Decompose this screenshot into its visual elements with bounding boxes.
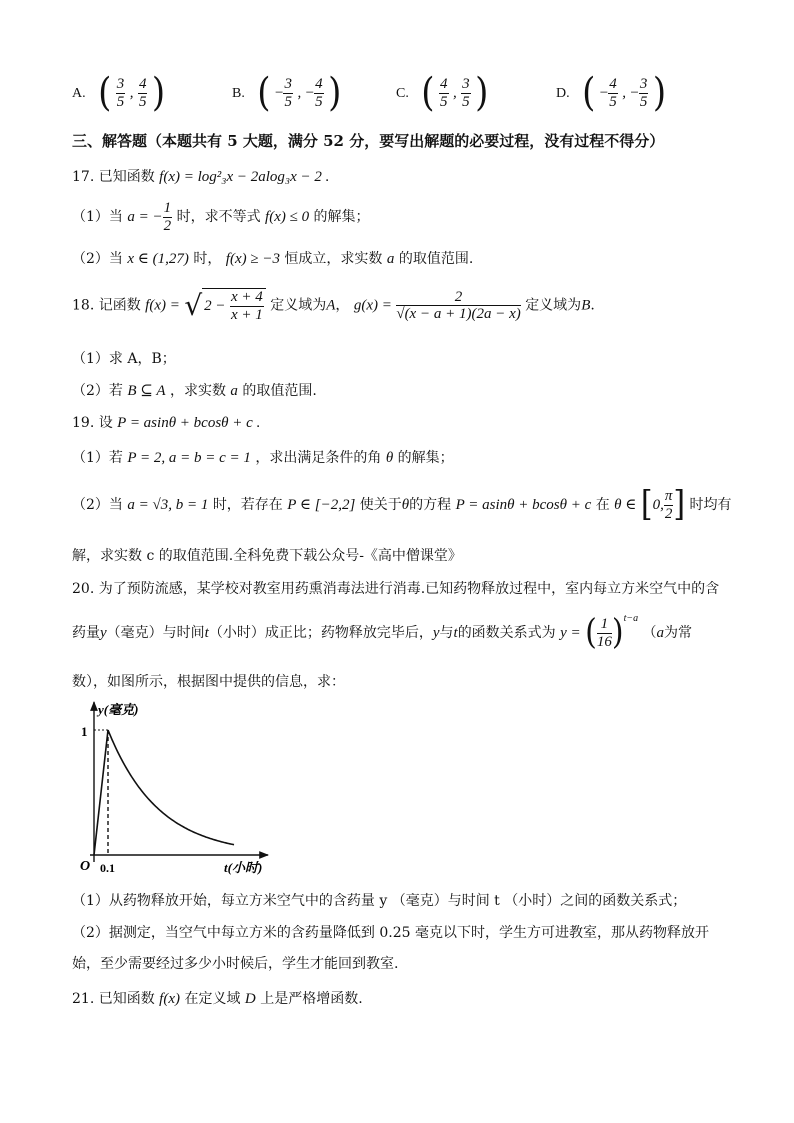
y-axis-label: y(毫克): [98, 702, 139, 717]
y-tick-label: 1: [81, 724, 88, 739]
choice-a: A. ( $\frac{3}{5}$ , $\frac{4}{5}$ ): [72, 70, 166, 116]
q20-line1: 20. 为了预防流感，某学校对教室用药熏消毒法进行消毒.已知药物释放过程中，室内每立方米空气中的含: [72, 581, 720, 597]
q19-part1: （1）若 P = 2, a = b = c = 1 ，求出满足条件的角 θ 的解集；: [72, 450, 454, 466]
origin-label: O: [80, 859, 91, 874]
q20-part2-line1: （2）据测定，当空气中每立方米的含药量降低到 0.25 毫克以下时，学生方可进教室，那从药物释放开: [72, 925, 709, 941]
q18-part1: （1）求 A，B；: [72, 351, 176, 367]
q21-stem: 21. 已知函数 f(x) 在定义域 D 上是严格增函数.: [72, 991, 363, 1007]
q18-part2: （2）若 B ⊆ A ，求实数 a 的取值范围.: [72, 383, 317, 399]
q20-graph: [70, 694, 290, 884]
q19-part2: （2）当 a = √3, b = 1 时，若存在 P ∈ [−2,2] 使关于θ的方程 P = asinθ + bcosθ + c 在 θ ∈ [0, $\frac{\pi}{2}$ ] 时均有: [72, 484, 732, 525]
x-tick-label: 0.1: [100, 861, 115, 875]
choice-b: B. ( − $\frac{3}{5}$ , − $\frac{4}{5}$ ): [232, 70, 342, 116]
q19-stem: 19. 设 P = asinθ + bcosθ + c .: [72, 415, 261, 431]
q17-stem: 17. 已知函数 f(x) = log²₃x − 2alog₃x − 2 .: [72, 169, 330, 185]
x-axis-label: t(小时): [224, 860, 263, 875]
choice-c: C. ( $\frac{4}{5}$ , $\frac{3}{5}$ ): [396, 70, 489, 116]
section-heading: 三、解答题（本题共有 5 大题，满分 52 分，要写出解题的必要过程，没有过程不得分）: [72, 132, 665, 150]
q20-line3: 数），如图所示，根据图中提供的信息，求：: [72, 674, 345, 690]
q17-part1: （1）当 a = − $\frac{1}{2}$ 时，求不等式 f(x) ≤ 0 的解集；: [72, 200, 370, 234]
q20-part2-line2: 始，至少需要经过多少小时候后，学生才能回到教室.: [72, 956, 399, 972]
series-rise: [94, 730, 108, 855]
q17-part2: （2）当 x ∈ (1,27) 时， f(x) ≥ −3 恒成立，求实数 a 的取值范围.: [72, 251, 474, 267]
q19-part2-line2: 解，求实数 c 的取值范围.全科免费下载公众号-《高中僧课堂》: [72, 548, 462, 564]
q20-part1: （1）从药物释放开始，每立方米空气中的含药量 y （毫克）与时间 t （小时）之间的函数关系式；: [72, 893, 687, 909]
series-decay: [108, 730, 234, 845]
q18-stem: 18. 记函数 f(x) = √ 2 − $\frac{x + 4}{x + 1}$ 定义域为A， g(x) = $\frac{2}{√(x - a + 1)(2a - x)}$ 定义域为B.: [72, 288, 595, 323]
choice-d: D. ( − $\frac{4}{5}$ , − $\frac{3}{5}$ ): [556, 70, 667, 116]
q20-line2: 药量y（毫克）与时间t（小时）成正比；药物释放完毕后，y与t的函数关系式为 y = ( $\frac{1}{16}$ )$^{t-a}$ （a为常: [72, 612, 693, 653]
